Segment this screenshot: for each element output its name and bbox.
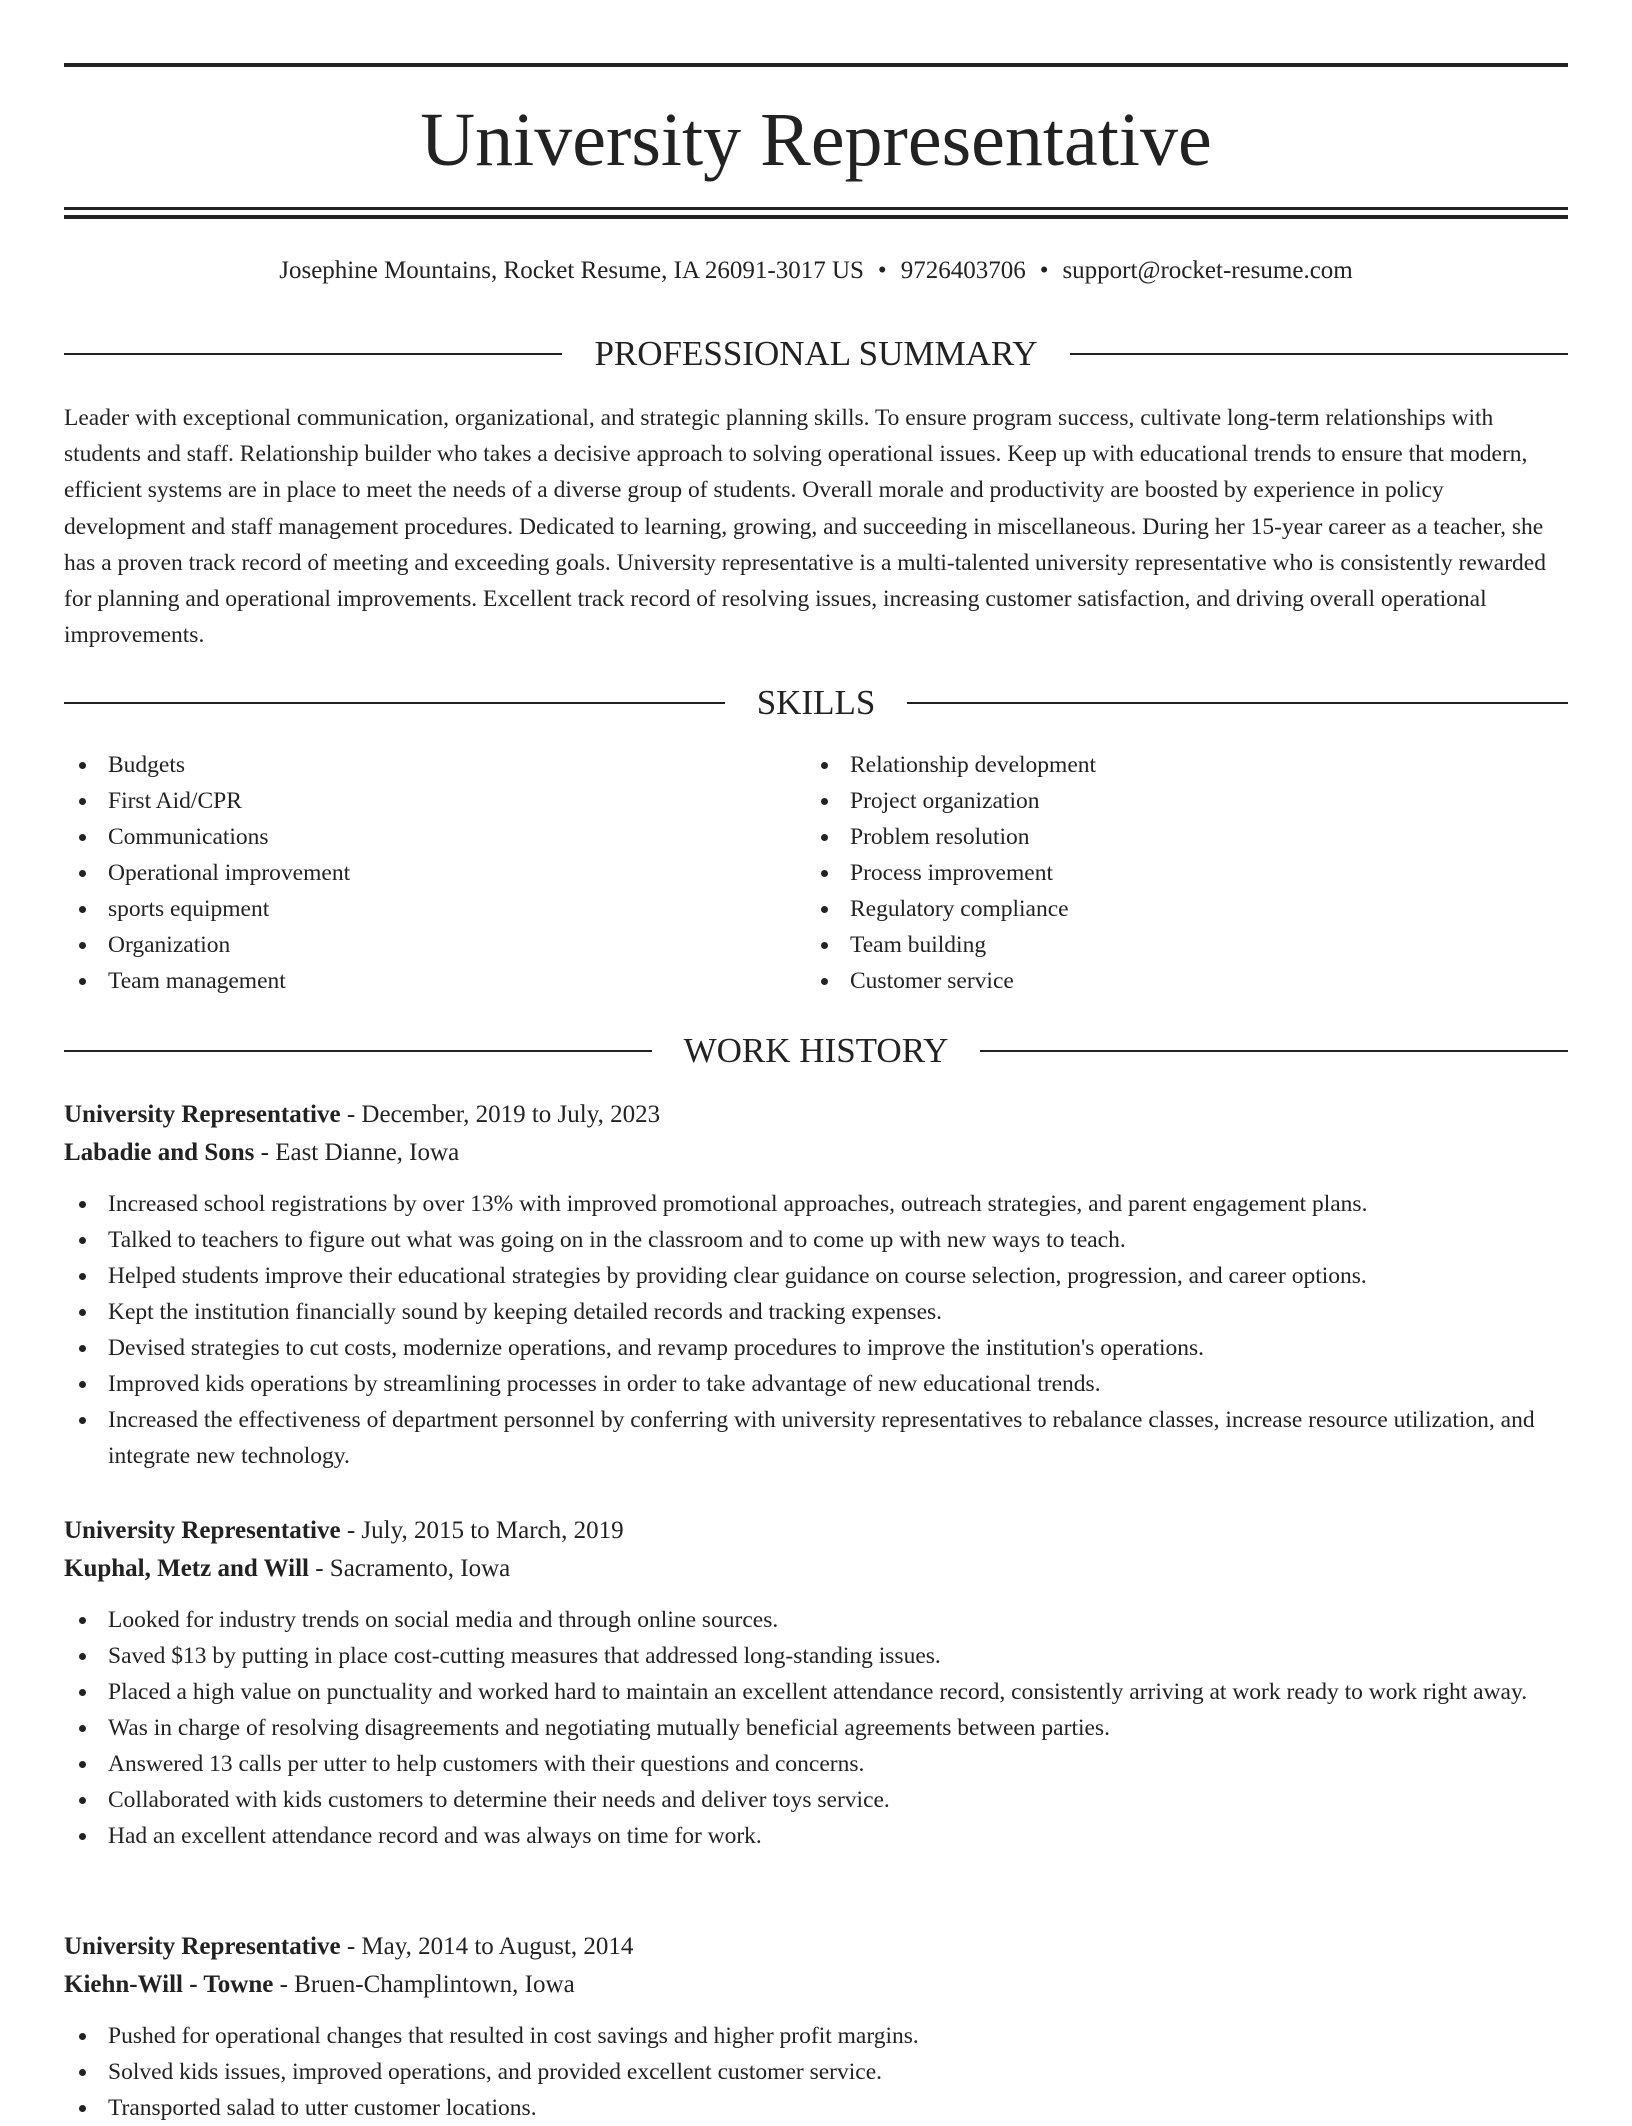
list-item: Talked to teachers to figure out what was going on in the classroom and to come up with new ways to teach.	[64, 1222, 1568, 1258]
job-company-line	[64, 1966, 1568, 2004]
job-entry	[64, 1928, 1568, 2126]
job-company-line	[64, 1550, 1568, 1588]
list-item: Transported salad to utter customer locations.	[64, 2090, 1568, 2126]
job-title-line	[64, 1928, 1568, 1966]
list-item: Pushed for operational changes that resulted in cost savings and higher profit margins.	[64, 2018, 1568, 2054]
heading-rule	[64, 1050, 652, 1052]
job-dates: - December, 2019 to July, 2023	[340, 1101, 661, 1128]
heading-rule	[64, 353, 562, 355]
job-company: Labadie and Sons	[64, 1139, 255, 1166]
job-bullets	[64, 2018, 1568, 2126]
skill-item: sports equipment	[64, 891, 806, 927]
skills-list	[64, 747, 1568, 999]
job-location: - East Dianne, Iowa	[254, 1139, 460, 1166]
job-company: Kuphal, Metz and Will	[64, 1555, 309, 1582]
list-item: Answered 13 calls per utter to help customers with their questions and concerns.	[64, 1746, 1568, 1782]
skill-item: Organization	[64, 927, 806, 963]
skill-item: First Aid/CPR	[64, 783, 806, 819]
work-heading	[64, 1029, 1568, 1073]
skills-column-right	[806, 747, 1548, 999]
skill-item: Operational improvement	[64, 855, 806, 891]
list-item: Saved $13 by putting in place cost-cutting measures that addressed long-standing issues.	[64, 1638, 1568, 1674]
job-title-line	[64, 1096, 1568, 1134]
job-location: - Sacramento, Iowa	[308, 1555, 511, 1582]
list-item: Devised strategies to cut costs, modernize operations, and revamp procedures to improve the institution's operations.	[64, 1330, 1568, 1366]
contact-phone: 9726403706	[900, 257, 1026, 284]
job-company-line	[64, 1134, 1568, 1172]
skill-item: Team building	[806, 927, 1548, 963]
contact-separator: •	[877, 257, 887, 284]
summary-title: PROFESSIONAL SUMMARY	[594, 334, 1038, 373]
job-company: Kiehn-Will - Towne	[64, 1971, 274, 1998]
summary-heading	[64, 332, 1568, 376]
job-title: University Representative	[64, 1517, 341, 1544]
contact-email: support@rocket-resume.com	[1062, 257, 1353, 284]
job-entry	[64, 1512, 1568, 1854]
contact-address: Josephine Mountains, Rocket Resume, IA 26091-3017 US	[279, 257, 864, 284]
work-title: WORK HISTORY	[683, 1031, 949, 1070]
list-item: Increased school registrations by over 13% with improved promotional approaches, outreach strategies, and parent engagement plans.	[64, 1186, 1568, 1222]
list-item: Solved kids issues, improved operations, and provided excellent customer service.	[64, 2054, 1568, 2090]
heading-rule	[64, 702, 725, 704]
skill-item: Communications	[64, 819, 806, 855]
list-item: Kept the institution financially sound by keeping detailed records and tracking expenses.	[64, 1294, 1568, 1330]
top-rule	[64, 63, 1568, 67]
heading-rule	[980, 1050, 1568, 1052]
title-rule-lower	[64, 215, 1568, 219]
job-bullets	[64, 1602, 1568, 1854]
list-item: Was in charge of resolving disagreements and negotiating mutually beneficial agreements between parties.	[64, 1710, 1568, 1746]
list-item: Collaborated with kids customers to determine their needs and deliver toys service.	[64, 1782, 1568, 1818]
job-location: - Bruen-Champlintown, Iowa	[273, 1971, 575, 1998]
job-dates: - May, 2014 to August, 2014	[340, 1933, 634, 1960]
list-item: Placed a high value on punctuality and worked hard to maintain an excellent attendance record, consistently arriving at work ready to work right away.	[64, 1674, 1568, 1710]
job-title: University Representative	[64, 1933, 341, 1960]
job-dates: - July, 2015 to March, 2019	[340, 1517, 624, 1544]
skill-item: Customer service	[806, 963, 1548, 999]
skills-column-left	[64, 747, 806, 999]
list-item: Had an excellent attendance record and was always on time for work.	[64, 1818, 1568, 1854]
job-title-line	[64, 1512, 1568, 1550]
heading-rule	[907, 702, 1568, 704]
skill-item: Process improvement	[806, 855, 1548, 891]
skill-item: Relationship development	[806, 747, 1548, 783]
skills-heading	[64, 681, 1568, 725]
skill-item: Problem resolution	[806, 819, 1548, 855]
list-item: Increased the effectiveness of department personnel by conferring with university representatives to rebalance classes, increase resource utilization, and integrate new technology.	[64, 1402, 1568, 1474]
skill-item: Budgets	[64, 747, 806, 783]
job-title: University Representative	[64, 1101, 341, 1128]
list-item: Looked for industry trends on social media and through online sources.	[64, 1602, 1568, 1638]
skill-item: Project organization	[806, 783, 1548, 819]
list-item: Helped students improve their educational strategies by providing clear guidance on course selection, progression, and career options.	[64, 1258, 1568, 1294]
skills-title: SKILLS	[756, 683, 876, 722]
heading-rule	[1070, 353, 1568, 355]
skill-item: Regulatory compliance	[806, 891, 1548, 927]
title-rule-upper	[64, 207, 1568, 210]
job-bullets	[64, 1186, 1568, 1474]
contact-separator: •	[1039, 257, 1049, 284]
summary-text: Leader with exceptional communication, organizational, and strategic planning skills. To ensure program success, cultivate long-term relationships with students and staff. Relationship builder who takes a decisive approach to solving operational issues. Keep up with educational trends to ensure that modern, efficient systems are in place to meet the needs of a diverse group of students. Overall morale and productivity are boosted by experience in policy development and staff management procedures. Dedicated to learning, growing, and succeeding in miscellaneous. During her 15-year career as a teacher, she has a proven track record of meeting and exceeding goals. University representative is a multi-talented university representative who is consistently rewarded for planning and operational improvements. Excellent track record of resolving issues, increasing customer satisfaction, and driving overall operational improvements.	[64, 405, 1546, 649]
list-item: Improved kids operations by streamlining processes in order to take advantage of new educational trends.	[64, 1366, 1568, 1402]
page-title: University Representative	[420, 98, 1212, 182]
skill-item: Team management	[64, 963, 806, 999]
contact-line	[64, 254, 1568, 288]
job-entry	[64, 1096, 1568, 1474]
